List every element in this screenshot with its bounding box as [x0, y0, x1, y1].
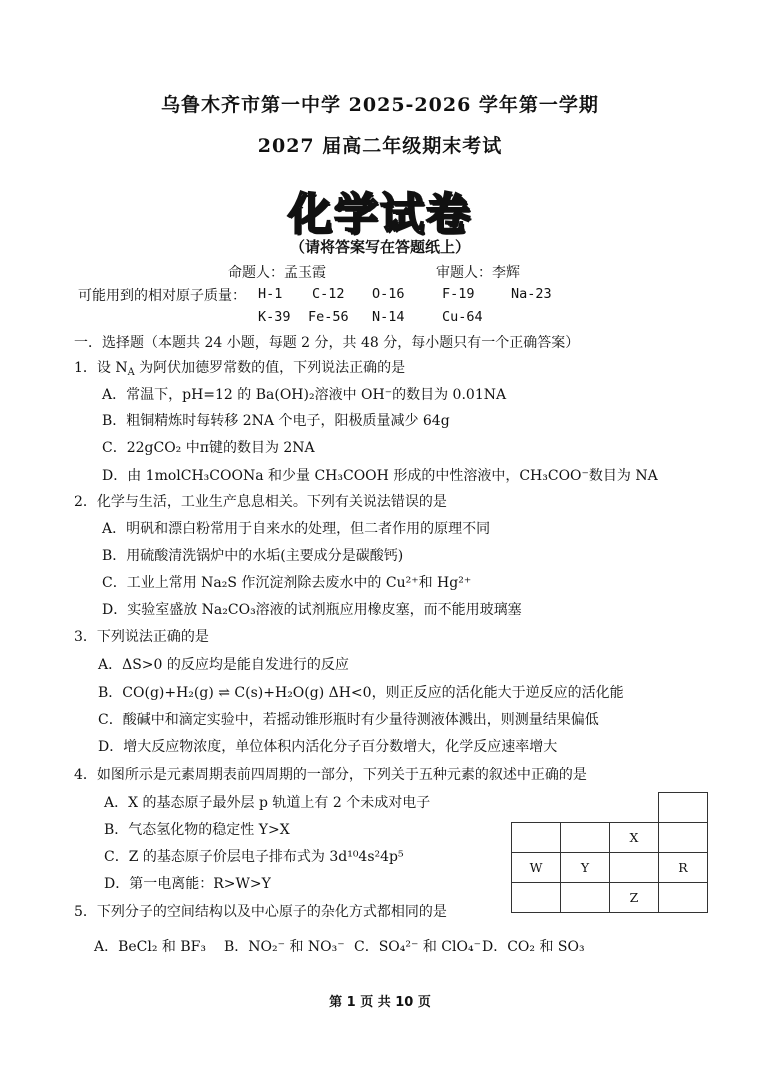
q5-stem: 5．下列分子的空间结构以及中心原子的杂化方式都相同的是 [74, 904, 447, 920]
q4-option-b: B．气态氢化物的稳定性 Y>X [104, 822, 290, 838]
grid-cell-r: R [659, 853, 708, 883]
q4-option-a: A．X 的基态原子最外层 p 轨道上有 2 个未成对电子 [104, 795, 431, 811]
section-heading: 一．选择题（本题共 24 小题，每题 2 分，共 48 分，每小题只有一个正确答案） [74, 335, 580, 351]
mass-f: F-19 [442, 286, 475, 302]
q5-option-a: A．BeCl₂ 和 BF₃ [94, 939, 206, 955]
q1-option-c: C．22gCO₂ 中π键的数目为 2NA [102, 440, 315, 456]
q2-option-a: A．明矾和漂白粉常用于自来水的处理，但二者作用的原理不同 [102, 521, 491, 537]
answer-note: （请将答案写在答题纸上） [289, 238, 470, 256]
mass-fe: Fe-56 [308, 309, 349, 325]
reviewer: 审题人：李辉 [436, 265, 520, 281]
grid-cell-y: Y [561, 853, 610, 883]
q5-option-b: B．NO₂⁻ 和 NO₃⁻ [224, 939, 345, 955]
q1-option-d: D．由 1molCH₃COONa 和少量 CH₃COOH 形成的中性溶液中，CH₃COO⁻数目为 NA [102, 468, 658, 484]
q3-stem: 3．下列说法正确的是 [74, 629, 209, 645]
q3-option-b: B．CO(g)+H₂(g) ⇌ C(s)+H₂O(g) ΔH<0，则正反应的活化能大于逆反应的活化能 [98, 685, 624, 701]
mass-cu: Cu-64 [442, 309, 483, 325]
mass-na: Na-23 [511, 286, 552, 302]
q4-option-d: D．第一电离能：R>W>Y [104, 876, 271, 892]
q2-stem: 2．化学与生活，工业生产息息相关。下列有关说法错误的是 [74, 494, 447, 510]
mass-c: C-12 [312, 286, 345, 302]
grid-cell-w: W [512, 853, 561, 883]
mass-h: H-1 [258, 286, 283, 302]
q5-option-d: D．CO₂ 和 SO₃ [482, 939, 585, 955]
periodic-table-fragment [511, 792, 708, 913]
q2-option-c: C．工业上常用 Na₂S 作沉淀剂除去废水中的 Cu²⁺和 Hg²⁺ [102, 575, 472, 591]
q1-option-b: B．粗铜精炼时每转移 2NA 个电子，阳极质量减少 64g [102, 413, 450, 429]
mass-n: N-14 [372, 309, 405, 325]
q2-option-d: D．实验室盛放 Na₂CO₃溶液的试剂瓶应用橡皮塞，而不能用玻璃塞 [102, 602, 522, 618]
page-footer: 第 1 页 共 10 页 [329, 995, 431, 1010]
q3-option-a: A．ΔS>0 的反应均是能自发进行的反应 [98, 657, 349, 673]
q1-stem: 1．设 $N_A$ 为阿伏加德罗常数的值，下列说法正确的是 [74, 360, 406, 378]
masses-label: 可能用到的相对原子质量： [78, 288, 246, 304]
mass-k: K-39 [258, 309, 291, 325]
q3-option-c: C．酸碱中和滴定实验中，若摇动锥形瓶时有少量待测液体溅出，则测量结果偏低 [98, 712, 599, 728]
mass-o: O-16 [372, 286, 405, 302]
q5-option-c: C．SO₄²⁻ 和 ClO₄⁻ [354, 939, 481, 955]
q2-option-b: B．用硫酸清洗锅炉中的水垢(主要成分是碳酸钙) [102, 548, 404, 564]
grid-cell-z: Z [610, 883, 659, 913]
author: 命题人：孟玉霞 [228, 265, 326, 281]
grid-cell-x: X [610, 823, 659, 853]
grid-cell-empty [659, 793, 708, 823]
q3-option-d: D．增大反应物浓度，单位体积内活化分子百分数增大，化学反应速率增大 [98, 739, 558, 755]
q4-stem: 4．如图所示是元素周期表前四周期的一部分，下列关于五种元素的叙述中正确的是 [74, 767, 587, 783]
q1-option-a: A．常温下，pH=12 的 Ba(OH)₂溶液中 OH⁻的数目为 0.01NA [102, 387, 507, 403]
subject-title: 化学试卷 [288, 189, 472, 240]
school-title: 乌鲁木齐市第一中学 2025-2026 学年第一学期 [161, 94, 599, 116]
exam-title: 2027 届高二年级期末考试 [257, 135, 503, 157]
q4-option-c: C．Z 的基态原子价层电子排布式为 3d¹⁰4s²4p⁵ [104, 849, 404, 865]
